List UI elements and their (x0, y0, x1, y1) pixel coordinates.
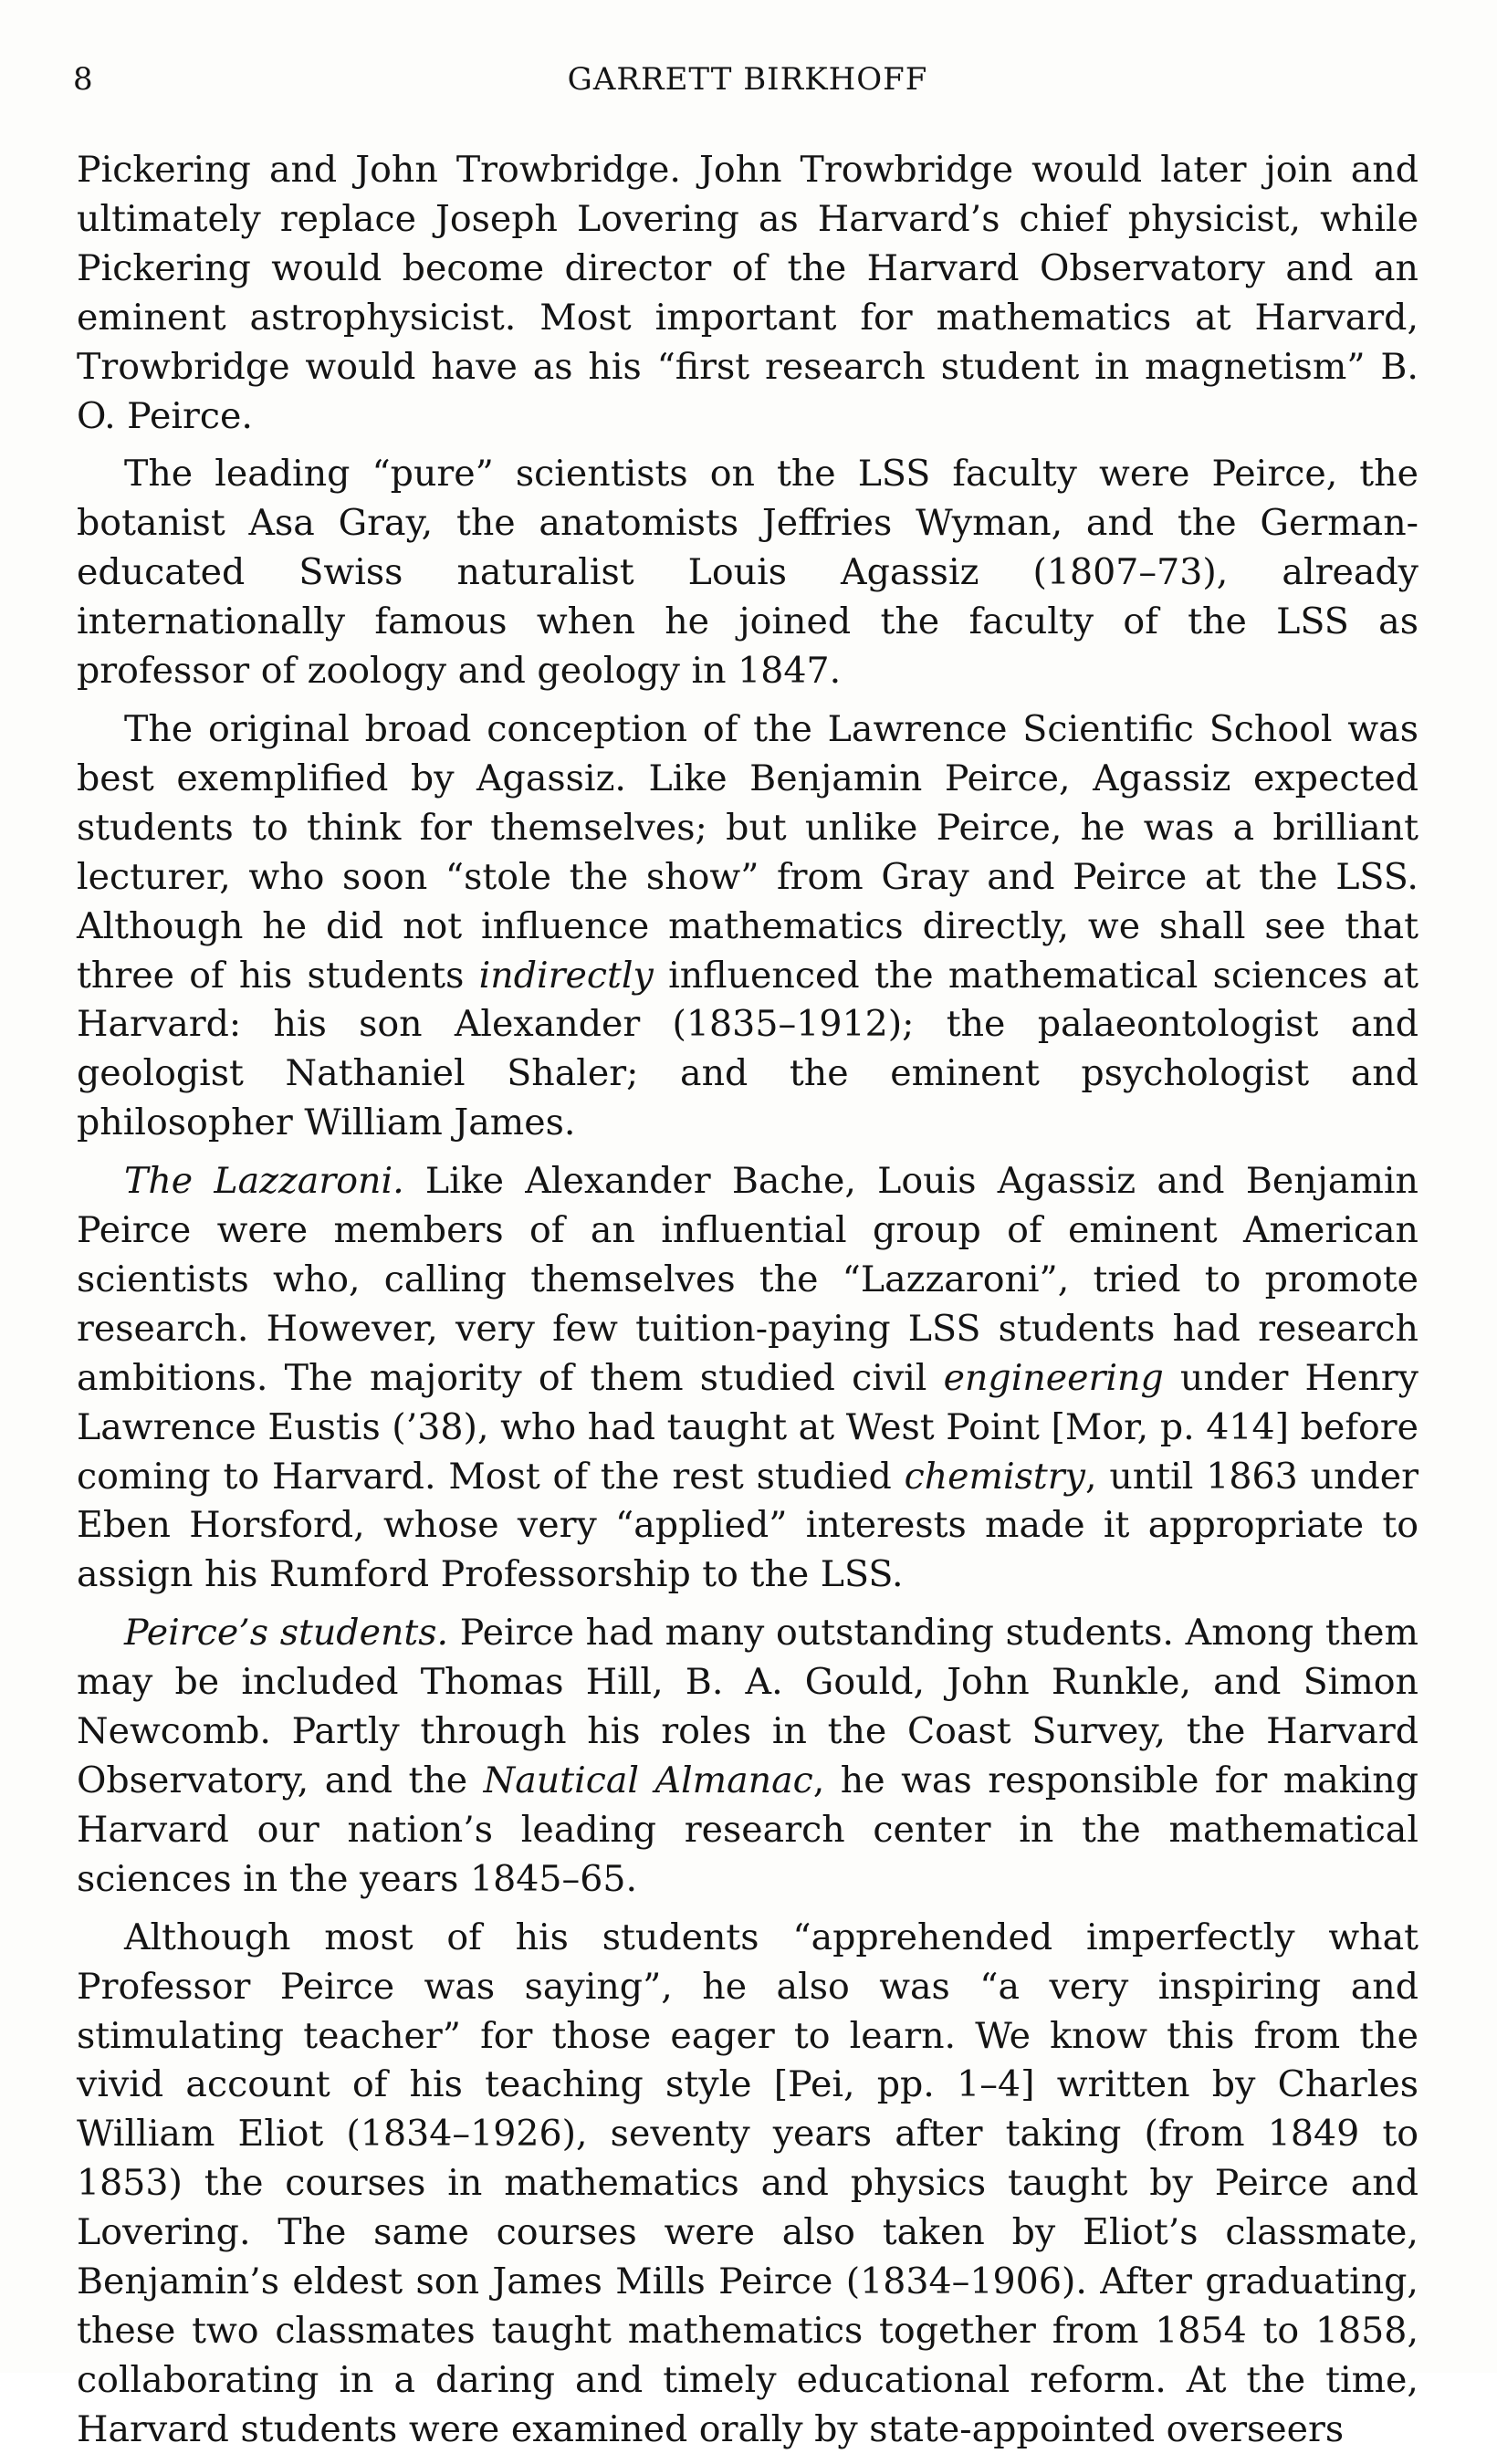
paragraph-continuation: Pickering and John Trowbridge. John Trowbridge would later join and ultimately replace Joseph Lovering as Harvard’s chief physicist, while Pickering would become director of the Harvard Observatory and an eminent astrophysicist. Most important for mathematics at Harvard, Trowbridge would have as his “first research student in magnetism” B. O. Peirce. (77, 149, 1418, 437)
body-text (77, 146, 1418, 2464)
paragraph-peirce-students (77, 1609, 1418, 1904)
section-run-in-heading: The Lazzaroni. (124, 1160, 404, 1203)
running-head (73, 57, 1422, 102)
section-run-in-heading: Peirce’s students. (124, 1612, 449, 1655)
paragraph-agassiz (77, 705, 1418, 1148)
paragraph-text: The original broad conception of the Lawrence Scientific School was best exemplified by Agassiz. Like Benjamin Peirce, Agassiz expected students to think for themselves; but unlike Peirce, he was a brilliant lecturer, who soon “stole the show” from Gray and Peirce at the LSS. Although he did not influence mathematics directly, we shall see that three of his students (77, 707, 1418, 997)
italic-term: indirectly (478, 954, 654, 997)
italic-term: chemistry (904, 1455, 1085, 1498)
paragraph-text: , until 1863 under Eben Horsford, whose very “applied” interests made it appropriate to assign his Rumford Professorship to the LSS. (77, 1455, 1418, 1596)
paragraph-text: Peirce had many outstanding students. Among them may be included Thomas Hill, B. A. Gould, John Runkle, and Simon Newcomb. Partly through his roles in the Coast Survey, the Harvard Observatory, and the (77, 1612, 1418, 1801)
running-title: GARRETT BIRKHOFF (567, 61, 928, 98)
paragraph-text: influenced the mathematical sciences at Harvard: his son Alexander (1835–1912); the palaeontologist and geologist Nathaniel Shaler; and the eminent psychologist and philosopher William James. (77, 954, 1418, 1144)
paragraph-text: under Henry Lawrence Eustis (’38), who had taught at West Point [Mor, p. 414] before coming to Harvard. Most of the rest studied (77, 1356, 1418, 1498)
page-number: 8 (73, 61, 93, 98)
italic-term: engineering (943, 1356, 1164, 1399)
paragraph-text: , he was responsible for making Harvard our nation’s leading research center in the mathematical sciences in the years 1845–65. (77, 1759, 1418, 1900)
italic-title: Nautical Almanac (483, 1759, 813, 1801)
paragraph-lazzaroni (77, 1157, 1418, 1600)
paragraph-text: Like Alexander Bache, Louis Agassiz and Benjamin Peirce were members of an influential group of eminent American scientists who, calling themselves the “Lazzaroni”, tried to promote research. However, very few tuition-paying LSS students had research ambitions. The majority of them studied civil (77, 1160, 1418, 1399)
paragraph-eliot: Although most of his students “apprehended imperfectly what Professor Peirce was saying”, he also was “a very inspiring and stimulating teacher” for those eager to learn. We know this from the vivid account of his teaching style [Pei, pp. 1–4] written by Charles William Eliot (1834–1926), seventy years after taking (from 1849 to 1853) the courses in mathematics and physics taught by Peirce and Lovering. The same courses were also taken by Eliot’s classmate, Benjamin’s eldest son James Mills Peirce (1834–1906). After graduating, these two classmates taught mathematics together from 1854 to 1858, collaborating in a daring and timely educational reform. At the time, Harvard students were examined orally by state-appointed overseers (77, 1916, 1418, 2450)
paragraph-lss-faculty: The leading “pure” scientists on the LSS faculty were Peirce, the botanist Asa Gray, the anatomists Jeffries Wyman, and the German-educated Swiss naturalist Louis Agassiz (1807–73), already internationally famous when he joined the faculty of the LSS as professor of zoology and geology in 1847. (77, 453, 1418, 693)
